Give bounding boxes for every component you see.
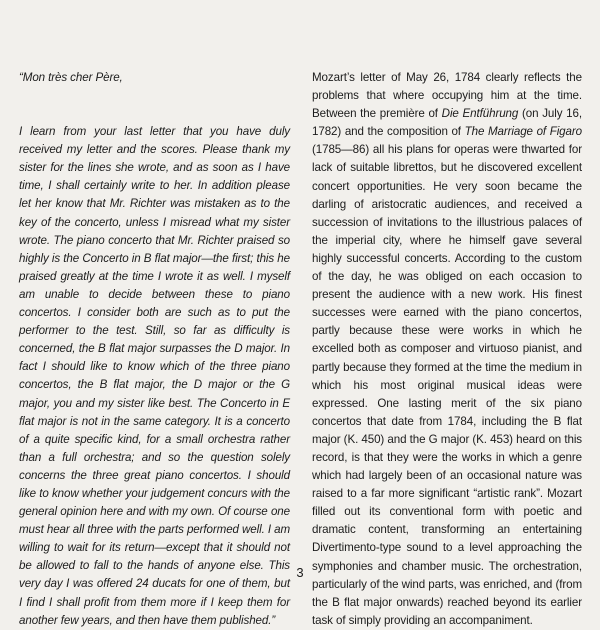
essay-paragraph [312,69,582,630]
essay-text-part3: (1785—86) all his plans for operas were thwarted for lack of suitable librettos, but he discovered excellent concert opportunities. He very soon became the darling of aristocratic audiences, and received a succession of invitations to the illustrious palaces of the imperial city, where he himself gave several highly successful concerts. According to the custom of the day, he was obliged on each occasion to present the audience with a new work. His finest successes were earned with the piano concertos, partly because these were works in which he excelled both as composer and virtuoso pianist, and partly because they formed at the time the medium in which his most original musical ideas were expressed. One lasting merit of the six piano concertos that date from 1784, including the B flat major (K. 450) and the G major (K. 453) heard on this record, is that they were the works in which a genre which had largely been of an occasional nature was raised to a far more significant “artistic rank”. Mozart filled out its conventional form with poetic and dramatic content, transforming an entertaining Divertimento-type sound to a level approaching the symphonies and chamber music. The orchestration, particularly of the wind parts, was enriched, and (from the B flat major onwards) reached beyond its earlier task of simply providing an accompaniment. [312,143,582,627]
letter-column [19,69,290,630]
essay-text-part1: Mozart’s letter of May 26, 1784 clearly reflects the problems that where occupying him at the time. Between the première of [312,71,582,121]
letter-salutation: “Mon très cher Père, [19,71,123,84]
opera-title-marriage-of-figaro: The Marriage of Figaro [464,125,582,139]
essay-column [312,69,582,630]
page-number: 3 [296,565,304,580]
letter-body: I learn from your last letter that you have duly received my letter and the scores. Please thank my sister for the lines she wrote, and as soon as I have time, I shall certainly write to her. In addition please let her know that Mr. Richter was mistaken as to the key of the concerto, unless I misread what my sister wrote. The piano concerto that Mr. Richter praised so highly is the Concerto in B flat major—the first; this he praised greatly at the time I wrote it as well. I myself am unable to decide between these to piano concertos. I consider both are such as to put the performer to the test. Still, so far as difficulty is concerned, the B flat major surpasses the D major. In fact I should like to know which of the three piano concertos, the B flat major, the D major or the G major, you and my sister like best. The Concerto in E flat major is not in the same category. It is a concerto of a quite specific kind, for a small orchestra rather than a full orchestra; and so the question solely concerns the three great piano concertos. I should like to know whether your judgement concurs with the general opinion here and with my own. Of course one must hear all three with the parts performed well. I am willing to wait for its return—except that it should not be allowed to fall to the hands of anyone else. This very day I was offered 24 ducats for one of them, but I find I shall profit from them more if I keep them for another few years, and then have them published.” [19,125,290,627]
essay-text-part2: (on July 16, 1782) and the composition of [312,107,582,139]
opera-title-die-entfuhrung: Die Entführung [441,107,519,121]
